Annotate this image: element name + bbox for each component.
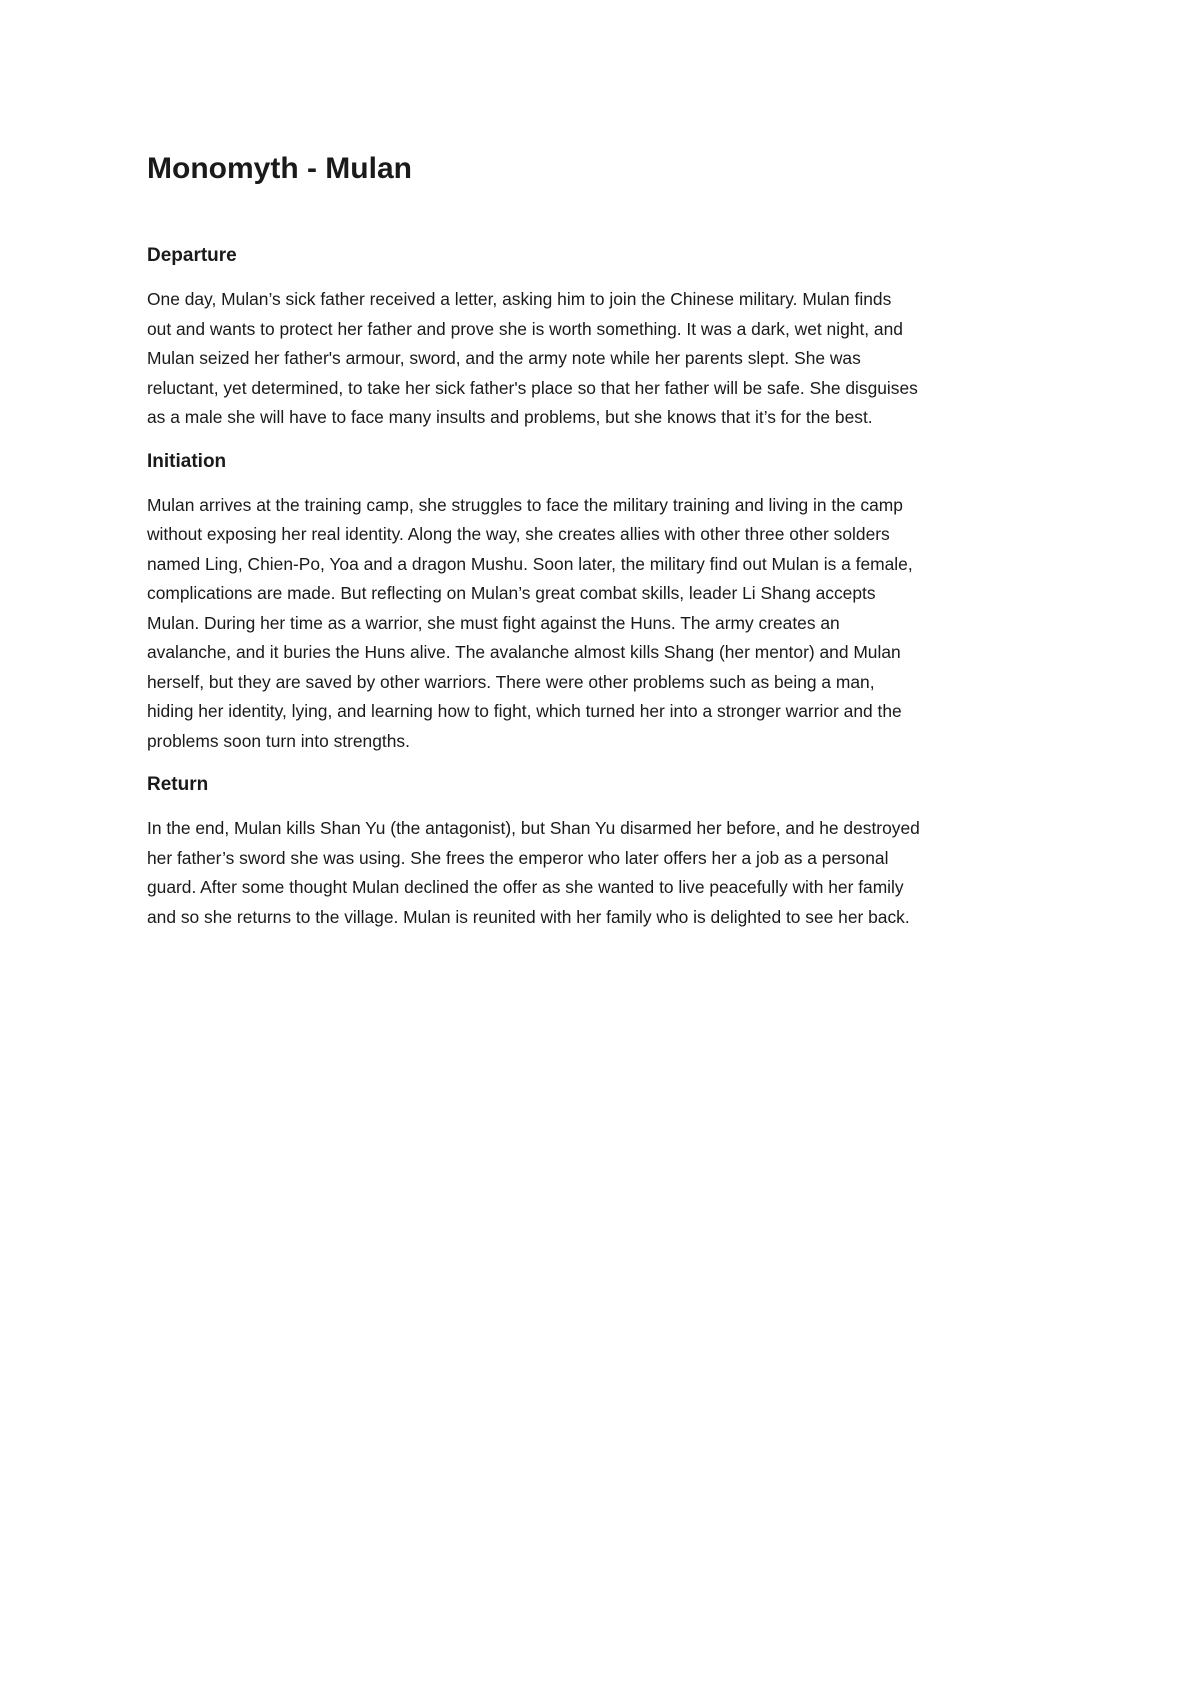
paragraph-line: her father’s sword she was using. She frees the emperor who later offers her a job as a personal (147, 847, 889, 868)
paragraph-line: Mulan. During her time as a warrior, she must fight against the Huns. The army creates an (147, 612, 840, 633)
paragraph-line: out and wants to protect her father and prove she is worth something. It was a dark, wet night, and (147, 318, 903, 339)
section-heading-return: Return (147, 774, 209, 795)
document-body (147, 146, 1077, 932)
paragraph-line: complications are made. But reflecting on Mulan’s great combat skills, leader Li Shang accepts (147, 583, 876, 603)
section-paragraph-initiation (147, 491, 1077, 757)
section-paragraph-departure (147, 285, 1077, 433)
paragraph-line: as a male she will have to face many insults and problems, but she knows that it’s for the best. (147, 407, 873, 427)
paragraph-line: problems soon turn into strengths. (147, 730, 410, 751)
paragraph-line: hiding her identity, lying, and learning how to fight, which turned her into a stronger warrior and the (147, 701, 902, 721)
paragraph-line: without exposing her real identity. Along the way, she creates allies with other three other solders (147, 524, 890, 544)
paragraph-line: In the end, Mulan kills Shan Yu (the antagonist), but Shan Yu disarmed her before, and he destroyed (147, 818, 920, 838)
section-paragraph-return (147, 814, 1077, 932)
paragraph-line: Mulan arrives at the training camp, she struggles to face the military training and living in the camp (147, 494, 903, 515)
paragraph-line: Mulan seized her father's armour, sword, and the army note while her parents slept. She was (147, 348, 861, 368)
paragraph-line: avalanche, and it buries the Huns alive. The avalanche almost kills Shang (her mentor) and Mulan (147, 642, 901, 662)
paragraph-line: named Ling, Chien-Po, Yoa and a dragon Mushu. Soon later, the military find out Mulan is a female, (147, 553, 913, 574)
section-heading-departure: Departure (147, 245, 237, 266)
paragraph-line: and so she returns to the village. Mulan is reunited with her family who is delighted to see her back. (147, 906, 910, 927)
paragraph-line: One day, Mulan’s sick father received a letter, asking him to join the Chinese military. Mulan finds (147, 289, 892, 309)
paragraph-line: reluctant, yet determined, to take her sick father's place so that her father will be safe. She disguises (147, 377, 918, 398)
paragraph-line: herself, but they are saved by other warriors. There were other problems such as being a man, (147, 671, 875, 692)
document-title: Monomyth - Mulan (147, 152, 412, 185)
section-heading-initiation: Initiation (147, 450, 227, 472)
paragraph-line: guard. After some thought Mulan declined the offer as she wanted to live peacefully with her family (147, 877, 904, 897)
